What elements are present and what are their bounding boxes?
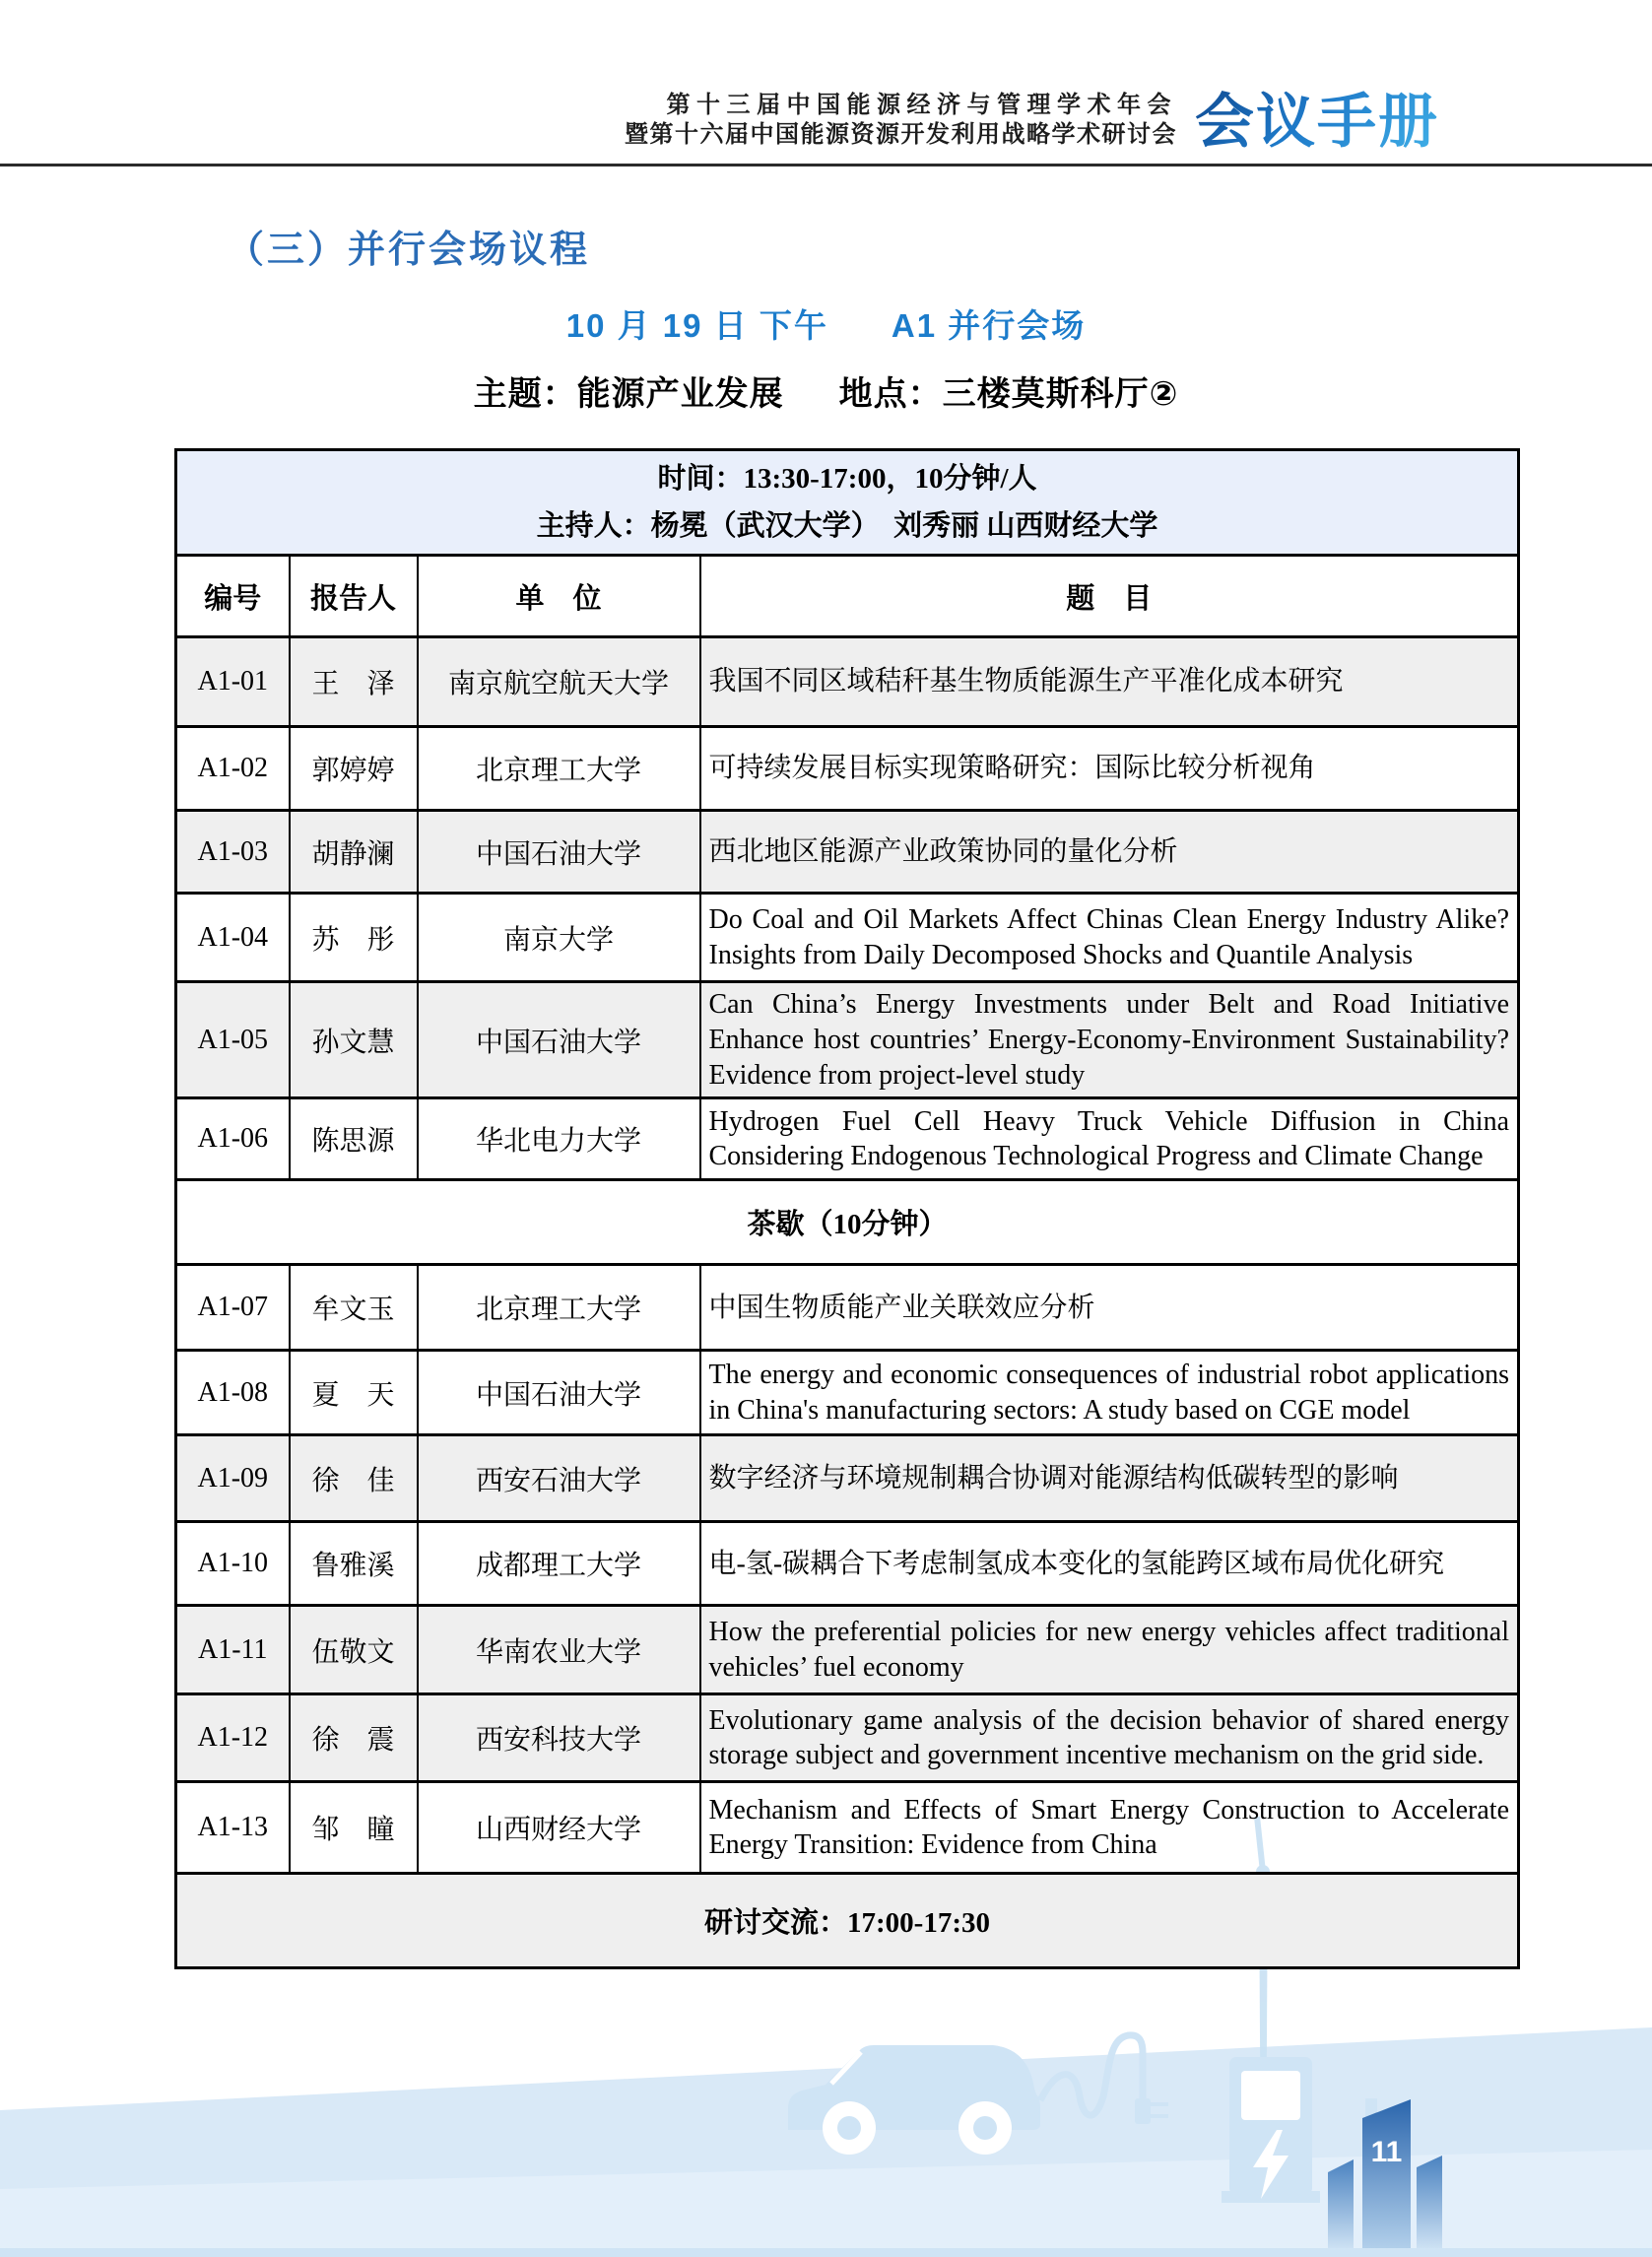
- building-right: [1417, 2156, 1442, 2257]
- page-number: 11: [1370, 2136, 1403, 2168]
- schedule-table: [174, 448, 1520, 1969]
- affiliation: 西安科技大学: [418, 1694, 700, 1782]
- report-id: A1-09: [176, 1435, 290, 1522]
- table-row: [176, 1606, 1519, 1694]
- report-id: A1-02: [176, 727, 290, 811]
- affiliation: 华南农业大学: [418, 1606, 700, 1694]
- affiliation: 中国石油大学: [418, 1351, 700, 1435]
- affiliation: 成都理工大学: [418, 1522, 700, 1606]
- conference-title-line2: 暨第十六届中国能源资源开发利用战略学术研讨会: [625, 121, 1177, 148]
- report-title: 数字经济与环境规制耦合协调对能源结构低碳转型的影响: [700, 1435, 1519, 1522]
- session-chairs: 主持人：杨冕（武汉大学） 刘秀丽 山西财经大学: [536, 510, 1158, 542]
- tea-break-label: 茶歇（10分钟）: [176, 1180, 1519, 1265]
- affiliation: 南京大学: [418, 894, 700, 982]
- speaker-name: 孙文慧: [290, 982, 418, 1098]
- table-info-row: [176, 450, 1519, 556]
- session-info-cell: [176, 450, 1519, 556]
- session-heading: [0, 300, 1652, 347]
- col-header-affiliation: 单 位: [418, 556, 700, 637]
- report-id: A1-08: [176, 1351, 290, 1435]
- bottom-strip: [0, 2248, 1652, 2257]
- speaker-name: 邹 瞳: [290, 1782, 418, 1874]
- theme-heading: [0, 366, 1652, 415]
- report-id: A1-13: [176, 1782, 290, 1874]
- table-row: [176, 982, 1519, 1098]
- report-id: A1-04: [176, 894, 290, 982]
- report-title: Do Coal and Oil Markets Affect Chinas Clean Energy Industry Alike? Insights from Daily Decomposed Shocks and Quantile Analysis: [700, 894, 1519, 982]
- speaker-name: 徐 震: [290, 1694, 418, 1782]
- speaker-name: 胡静澜: [290, 811, 418, 894]
- header-divider: [0, 164, 1652, 166]
- report-id: A1-03: [176, 811, 290, 894]
- page-header: [625, 91, 1439, 154]
- building-left: [1328, 2159, 1354, 2257]
- session-name: A1 并行会场: [891, 307, 1087, 344]
- discussion-row: [176, 1874, 1519, 1968]
- table-row: [176, 727, 1519, 811]
- speaker-name: 苏 彤: [290, 894, 418, 982]
- affiliation: 中国石油大学: [418, 811, 700, 894]
- report-id: A1-01: [176, 637, 290, 727]
- affiliation: 中国石油大学: [418, 982, 700, 1098]
- table-row: [176, 894, 1519, 982]
- affiliation: 山西财经大学: [418, 1782, 700, 1874]
- affiliation: 华北电力大学: [418, 1098, 700, 1180]
- report-title: 电-氢-碳耦合下考虑制氢成本变化的氢能跨区域布局优化研究: [700, 1522, 1519, 1606]
- report-id: A1-12: [176, 1694, 290, 1782]
- section-title: （三）并行会场议程: [227, 230, 591, 271]
- table-row: [176, 1782, 1519, 1874]
- table-row: [176, 1265, 1519, 1351]
- report-title: How the preferential policies for new energy vehicles affect traditional vehicles’ fuel economy: [700, 1606, 1519, 1694]
- report-id: A1-11: [176, 1606, 290, 1694]
- conference-title: [625, 91, 1177, 150]
- report-title: 我国不同区域秸秆基生物质能源生产平准化成本研究: [700, 637, 1519, 727]
- building-middle: [1362, 2099, 1411, 2257]
- tea-break-row: [176, 1180, 1519, 1265]
- speaker-name: 徐 佳: [290, 1435, 418, 1522]
- speaker-name: 陈思源: [290, 1098, 418, 1180]
- affiliation: 北京理工大学: [418, 1265, 700, 1351]
- speaker-name: 王 泽: [290, 637, 418, 727]
- report-title: The energy and economic consequences of industrial robot applications in China's manufacturing sectors: A study based on CGE model: [700, 1351, 1519, 1435]
- session-theme: 主题：能源产业发展: [473, 375, 784, 413]
- table-header-row: [176, 556, 1519, 637]
- col-header-id: 编号: [176, 556, 290, 637]
- affiliation: 西安石油大学: [418, 1435, 700, 1522]
- handbook-logo: 会议手册: [1195, 89, 1439, 155]
- table-row: [176, 1694, 1519, 1782]
- charging-station-icon: [1222, 2057, 1320, 2203]
- speaker-name: 伍敬文: [290, 1606, 418, 1694]
- session-time: 时间：13:30-17:00，10分钟/人: [657, 463, 1037, 495]
- speaker-name: 郭婷婷: [290, 727, 418, 811]
- affiliation: 南京航空航天大学: [418, 637, 700, 727]
- col-header-title: 题 目: [700, 556, 1519, 637]
- table-row: [176, 637, 1519, 727]
- conference-title-line1: 第十三届中国能源经济与管理学术年会: [666, 92, 1177, 118]
- speaker-name: 夏 天: [290, 1351, 418, 1435]
- speaker-name: 鲁雅溪: [290, 1522, 418, 1606]
- table-row: [176, 1522, 1519, 1606]
- report-title: Hydrogen Fuel Cell Heavy Truck Vehicle Diffusion in China Considering Endogenous Technological Progress and Climate Change: [700, 1098, 1519, 1180]
- report-id: A1-07: [176, 1265, 290, 1351]
- report-id: A1-10: [176, 1522, 290, 1606]
- report-title: 西北地区能源产业政策协同的量化分析: [700, 811, 1519, 894]
- session-venue: 地点：三楼莫斯科厅②: [838, 375, 1179, 413]
- report-title: Can China’s Energy Investments under Belt and Road Initiative Enhance host countries’ Energy-Economy-Environment Sustainability? Evidence from project-level study: [700, 982, 1519, 1098]
- report-id: A1-05: [176, 982, 290, 1098]
- table-row: [176, 1435, 1519, 1522]
- report-title: Mechanism and Effects of Smart Energy Construction to Accelerate Energy Transition: Evidence from China: [700, 1782, 1519, 1874]
- report-title: 可持续发展目标实现策略研究：国际比较分析视角: [700, 727, 1519, 811]
- session-date: 10 月 19 日 下午: [565, 307, 828, 344]
- report-title: Evolutionary game analysis of the decision behavior of shared energy storage subject and government incentive mechanism on the grid side.: [700, 1694, 1519, 1782]
- table-row: [176, 1098, 1519, 1180]
- discussion-label: 研讨交流：17:00-17:30: [176, 1874, 1519, 1968]
- affiliation: 北京理工大学: [418, 727, 700, 811]
- table-row: [176, 811, 1519, 894]
- report-id: A1-06: [176, 1098, 290, 1180]
- speaker-name: 牟文玉: [290, 1265, 418, 1351]
- report-title: 中国生物质能产业关联效应分析: [700, 1265, 1519, 1351]
- table-row: [176, 1351, 1519, 1435]
- col-header-speaker: 报告人: [290, 556, 418, 637]
